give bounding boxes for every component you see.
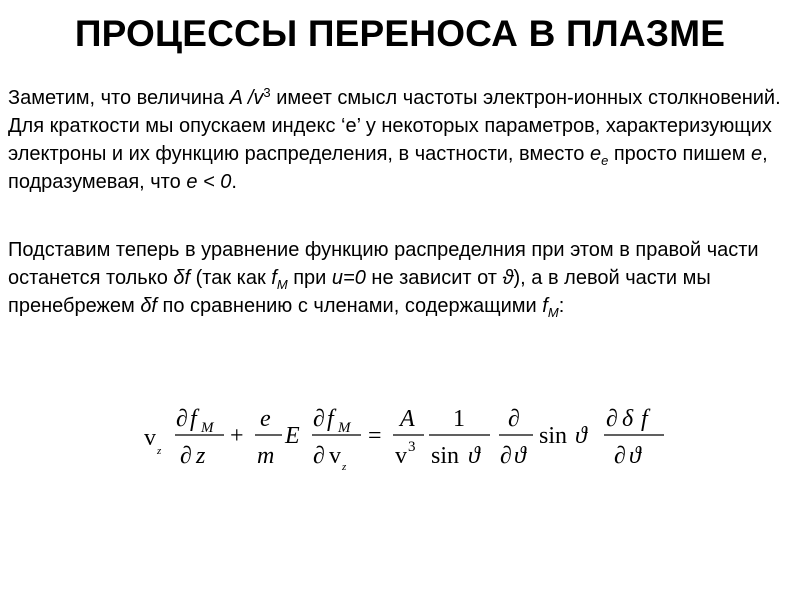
- eq-partial: ∂: [180, 443, 192, 469]
- text-run: имеет смысл частоты электрон-ионных столкновений. Для краткости мы опускаем индекс ‘e’ у некоторых параметров, характеризующих электроны и их функцию распределения, в частности, вместо: [8, 87, 781, 165]
- eq-m: m: [257, 443, 275, 469]
- symbol-delta-f: δf: [140, 295, 157, 317]
- symbol-f: f: [271, 267, 277, 289]
- text-run: не зависит от: [365, 267, 503, 289]
- text-run: , подразумевая, что: [8, 143, 768, 193]
- eq-theta: ϑ: [575, 423, 587, 449]
- paragraph-substitution: [8, 236, 792, 320]
- eq-sub-z: z: [157, 445, 162, 457]
- eq-partial: ∂: [313, 443, 325, 469]
- kinetic-equation: [0, 396, 800, 480]
- text-run: .: [231, 171, 237, 193]
- equation-svg: [0, 396, 800, 480]
- eq-theta: ϑ: [468, 443, 480, 469]
- condition-e-negative: e < 0: [186, 171, 232, 193]
- text-run: :: [558, 295, 565, 317]
- eq-v: v: [329, 443, 341, 469]
- eq-one: 1: [453, 406, 465, 432]
- eq-sin: sin: [431, 443, 460, 469]
- eq-equals: =: [368, 423, 382, 449]
- eq-partial: ∂: [500, 443, 512, 469]
- eq-v: v: [144, 425, 156, 451]
- eq-z: z: [196, 443, 206, 469]
- eq-partial: ∂: [614, 443, 626, 469]
- eq-partial: ∂: [606, 406, 618, 432]
- eq-theta: ϑ: [514, 443, 526, 469]
- eq-e: e: [260, 406, 271, 432]
- symbol-f-M: [542, 295, 559, 320]
- symbol-theta: ϑ: [502, 267, 514, 289]
- text-run: ), а в левой части мы пренебрежем: [8, 267, 711, 317]
- text-run: просто пишем: [608, 143, 752, 165]
- eq-v: v: [395, 443, 407, 469]
- subscript-e: e: [601, 153, 609, 168]
- eq-f: f: [327, 406, 334, 432]
- symbol-f-M: [271, 267, 288, 292]
- text-run: по сравнению с членами, содержащими: [156, 295, 543, 317]
- symbol-e: e: [751, 143, 763, 165]
- eq-partial: ∂: [313, 406, 325, 432]
- symbol-slash-v: /v: [242, 87, 264, 109]
- slide-title: ПРОЦЕССЫ ПЕРЕНОСА В ПЛАЗМЕ: [74, 13, 726, 54]
- symbol-e-e: [589, 143, 609, 168]
- eq-sub-M: M: [338, 420, 351, 436]
- text-run: (так как: [190, 267, 272, 289]
- eq-plus: +: [230, 423, 244, 449]
- exponent-3: 3: [263, 85, 271, 100]
- eq-sin: sin: [539, 423, 568, 449]
- eq-f: f: [190, 406, 197, 432]
- symbol-f: f: [542, 295, 548, 317]
- subscript-M: M: [547, 305, 559, 320]
- eq-exp-3: 3: [408, 439, 416, 455]
- paragraph-collision-frequency: [8, 84, 792, 196]
- eq-partial: ∂: [508, 406, 520, 432]
- symbol-delta-f: δf: [173, 267, 191, 289]
- eq-sub-M: M: [201, 420, 214, 436]
- text-run: при: [287, 267, 332, 289]
- eq-sub-z: z: [342, 461, 347, 473]
- eq-A: A: [400, 406, 415, 432]
- eq-theta: ϑ: [629, 443, 641, 469]
- text-run: Заметим, что величина: [8, 87, 230, 109]
- subscript-M: M: [276, 277, 288, 292]
- eq-f: f: [641, 406, 648, 432]
- condition-u-zero: u=0: [331, 267, 366, 289]
- symbol-e: e: [589, 143, 602, 165]
- symbol-A: A: [229, 87, 243, 109]
- eq-E: E: [285, 423, 300, 449]
- eq-partial: ∂: [176, 406, 188, 432]
- text-run: Подставим теперь в уравнение функцию распределния при этом в правой части останется только: [8, 239, 759, 289]
- eq-delta: δ: [622, 406, 634, 432]
